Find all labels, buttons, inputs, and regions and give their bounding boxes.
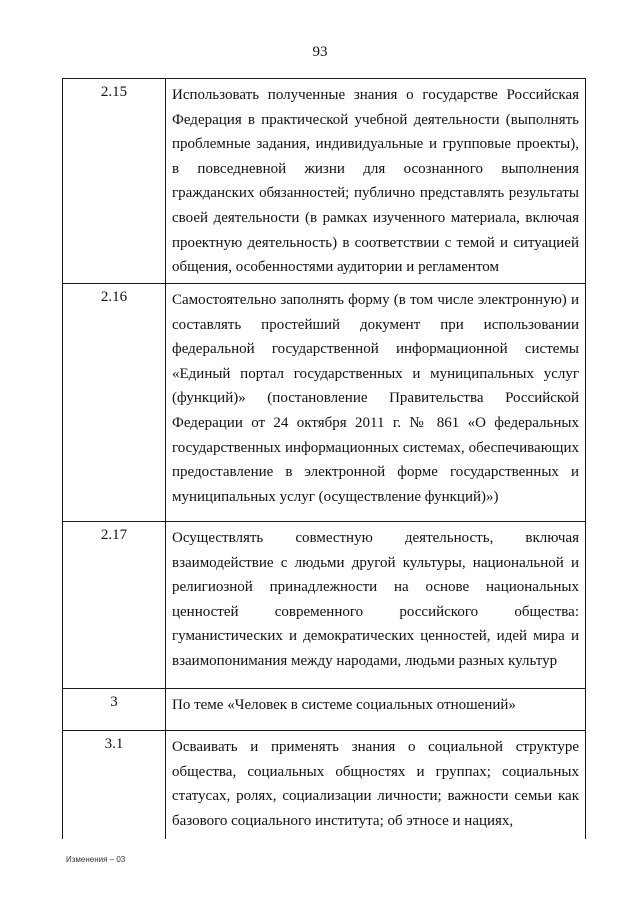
page-number: 93 xyxy=(312,44,328,60)
row-number: 2.15 xyxy=(63,79,166,284)
footer-revision-note: Изменения – 03 xyxy=(66,855,126,864)
row-number: 2.17 xyxy=(63,522,166,689)
table-row xyxy=(63,689,586,731)
row-text: Осваивать и применять знания о социальной структуре общества, социальных общностях и группах; социальных статусах, ролях, социализации личности; важности семьи как базового социального института; об этносе и нациях, xyxy=(166,731,586,839)
row-number: 3.1 xyxy=(63,731,166,839)
row-number: 2.16 xyxy=(63,284,166,522)
row-text: Использовать полученные знания о государстве Российская Федерация в практической учебной деятельности (выполнять проблемные задания, индивидуальные и групповые проекты), в повседневной жизни для осознанного выполнения гражданских обязанностей; публично представлять результаты своей деятельности (в рамках изученного материала, включая проектную деятельность) в соответствии с темой и ситуацией общения, особенностями аудитории и регламентом xyxy=(166,79,586,284)
table-row xyxy=(63,284,586,522)
row-text: По теме «Человек в системе социальных отношений» xyxy=(166,689,586,731)
table-row xyxy=(63,79,586,284)
table-row xyxy=(63,731,586,839)
row-text: Самостоятельно заполнять форму (в том числе электронную) и составлять простейший документ при использовании федеральной государственной информационной системы «Единый портал государственных и муниципальных услуг (функций)» (постановление Правительства Российской Федерации от 24 октября 2011 г. № 861 «О федеральных государственных информационных системах, обеспечивающих предоставление в электронной форме государственных и муниципальных услуг (осуществление функций)») xyxy=(166,284,586,522)
requirements-table xyxy=(62,78,586,839)
row-number: 3 xyxy=(63,689,166,731)
row-text: Осуществлять совместную деятельность, включая взаимодействие с людьми другой культуры, национальной и религиозной принадлежности на основе национальных ценностей современного российского общества: гуманистических и демократических ценностей, идей мира и взаимопонимания между народами, людьми разных культур xyxy=(166,522,586,689)
table-row xyxy=(63,522,586,689)
